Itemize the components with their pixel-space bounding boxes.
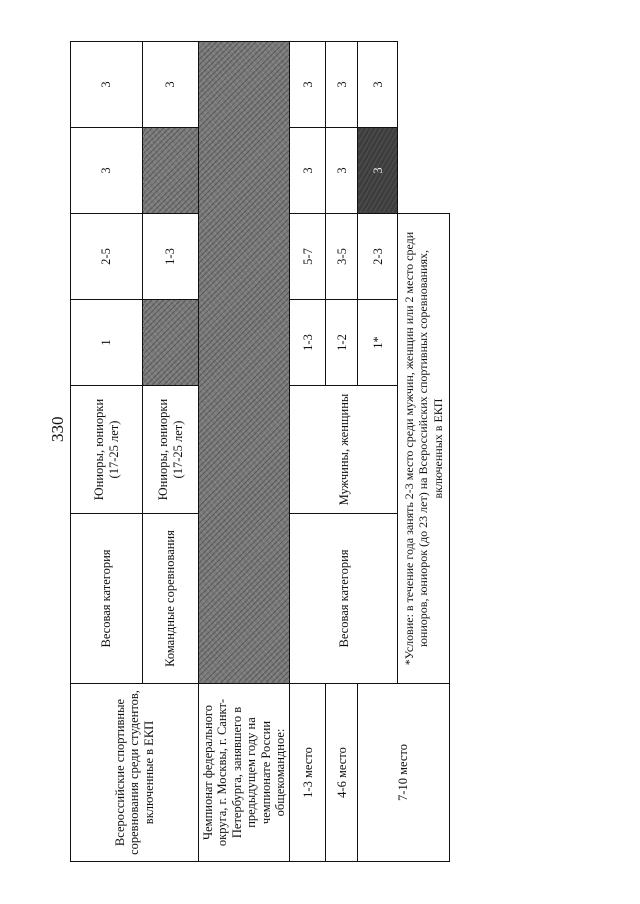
category-cell: Весовая категория: [71, 514, 143, 684]
shaded-cell: [143, 128, 199, 214]
rotated-table-region: [70, 42, 445, 862]
value-cell: 3: [290, 42, 326, 128]
shaded-band: [199, 42, 290, 684]
value-cell: 3: [143, 42, 199, 128]
value-cell: 1*: [358, 300, 398, 386]
competition-cell: Чемпионат федерального округа, г. Москвы, г. Санкт-Петербурга, занявшего в предыдущем году на чемпионате России общекомандное:: [199, 684, 290, 862]
competition-cell: Всероссийские спортивные соревнования среди студентов, включенные в ЕКП: [71, 684, 199, 862]
footnote-cell: *Условие: в течение года занять 2-3 место среди мужчин, женщин или 2 место среди юниоров, юниорок (до 23 лет) на Всероссийских спортивных соревнованиях, включенных в ЕКП: [398, 214, 449, 684]
value-cell: 3: [71, 42, 143, 128]
value-cell: 3: [326, 128, 358, 214]
value-cell: 1-2: [326, 300, 358, 386]
category-cell: Командные соревнования: [143, 514, 199, 684]
value-cell: 5-7: [290, 214, 326, 300]
qualification-table: [70, 41, 450, 862]
age-group-cell: Юниоры, юниорки (17-25 лет): [143, 386, 199, 514]
value-cell: 3: [358, 128, 398, 214]
value-cell: 3: [358, 42, 398, 128]
shaded-cell: [143, 300, 199, 386]
value-cell: 2-3: [358, 214, 398, 300]
value-cell: 3-5: [326, 214, 358, 300]
value-cell: 1-3: [143, 214, 199, 300]
page-number: 330: [48, 416, 67, 442]
place-cell: 4-6 место: [326, 684, 358, 862]
value-cell: 1: [71, 300, 143, 386]
value-cell: 3: [326, 42, 358, 128]
value-cell: 3: [71, 128, 143, 214]
place-cell: 7-10 место: [358, 684, 449, 862]
table-row: [71, 42, 143, 862]
value-cell: 1-3: [290, 300, 326, 386]
age-group-cell: Юниоры, юниорки (17-25 лет): [71, 386, 143, 514]
age-group-cell: Мужчины, женщины: [290, 386, 398, 514]
category-cell: Весовая категория: [290, 514, 398, 684]
value-cell: 2-5: [71, 214, 143, 300]
table-row: [199, 42, 290, 862]
place-cell: 1-3 место: [290, 684, 326, 862]
table-row: [290, 42, 326, 862]
value-cell: 3: [290, 128, 326, 214]
